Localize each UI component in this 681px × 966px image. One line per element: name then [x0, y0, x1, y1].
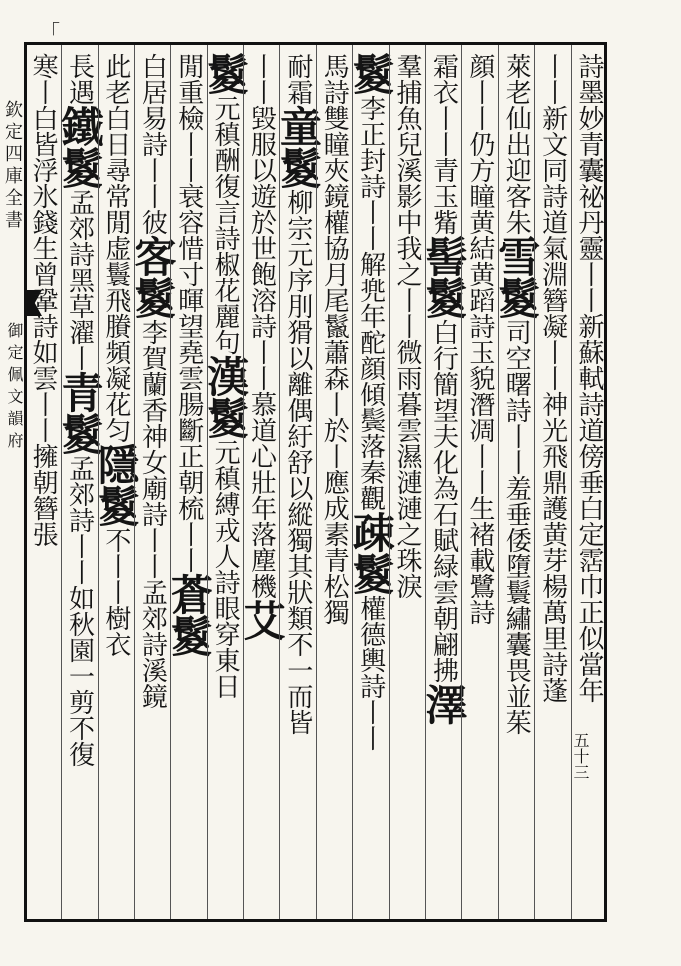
- text-column: [461, 45, 497, 919]
- headword: 童鬉: [273, 105, 323, 189]
- text-columns: [24, 45, 607, 919]
- text-column: [91, 45, 141, 919]
- headword: 澤: [419, 683, 469, 725]
- text-run: 萊老仙出迎客朱: [501, 53, 532, 235]
- text-column: [201, 45, 251, 919]
- text-column: [419, 45, 469, 919]
- text-run: 羣捕魚兒溪影中: [392, 53, 423, 235]
- headword: 鬉: [346, 53, 396, 95]
- text-run: 司空曙詩丨丨羞垂倭墮鬟繡囊畏並茱: [501, 319, 532, 735]
- text-run: 應成素青松獨: [319, 469, 350, 625]
- text-run: 柳宗元序刖猾以離偶紆舒以縱獨其狀類不一而皆: [282, 189, 313, 735]
- text-run: 孟郊詩丨丨如秋園一剪不復: [64, 455, 95, 767]
- text-run: 顔丨丨仍方瞳: [464, 53, 495, 209]
- text-column: [164, 45, 214, 919]
- text-column: [492, 45, 542, 919]
- page-number: 五十三: [571, 732, 590, 780]
- text-run: 李正封詩丨丨解兠年酡顔傾鬓落秦觀: [355, 95, 386, 511]
- book-title: 欽定四庫全書: [2, 100, 23, 232]
- text-run: 我之丨丨微雨暮雲濕漣漣之珠淚: [392, 235, 423, 599]
- text-run: 權德輿詩丨丨: [355, 595, 386, 751]
- text-run: 元稹酬復言詩椒花麗句: [210, 95, 241, 355]
- text-run: 丨丨新文同詩道氣淵簪凝丨丨神光飛鼎護黄芽楊萬里詩蓬: [537, 53, 568, 703]
- text-column: [534, 45, 570, 919]
- headword: 鐵鬉: [55, 105, 105, 189]
- text-run: 丨白皆浮氷錢: [28, 79, 59, 235]
- headword: 青鬉: [55, 371, 105, 455]
- text-run: 寒: [28, 53, 59, 79]
- text-run: 虚鬟飛賸頻凝花匀: [100, 235, 131, 443]
- headword: 髻鬉: [419, 235, 469, 319]
- text-column: [273, 45, 323, 919]
- text-run: 白行簡望夫化為石賦緑雲朝翩拂: [428, 319, 459, 683]
- text-run: 生曾鞏詩如雲丨丨擁朝簪張: [28, 235, 59, 547]
- text-column: [346, 45, 396, 919]
- headword: 漢鬉: [201, 355, 251, 439]
- text-run: 望堯雲腸斷正朝梳丨丨: [173, 313, 204, 573]
- text-run: 白居易詩丨丨彼: [137, 53, 168, 235]
- text-run: 詩墨妙青囊祕丹靈丨丨新蘇軾詩道傍垂白定霑巾正似當年: [574, 53, 604, 703]
- margin-strip: [0, 42, 24, 922]
- headword: 鬉: [201, 53, 251, 95]
- text-run: 霜衣丨丨青玉觜: [428, 53, 459, 235]
- text-run: 馬詩雙瞳夾鏡權協月尾鬣蕭森丨於丨: [319, 53, 350, 469]
- text-run: 李賀蘭香神女廟詩丨丨孟郊詩溪鏡: [137, 319, 168, 709]
- text-run: 丨丨毀服以遊於世飽溶詩丨丨慕道心壯年落塵機: [246, 53, 277, 599]
- headword: 雪鬉: [492, 235, 542, 319]
- headword: 疎鬉: [346, 511, 396, 595]
- text-run: 孟郊詩黑草濯丨: [64, 189, 95, 371]
- text-run: 閒重檢丨丨衰容惜寸暉: [173, 53, 204, 313]
- text-column: [316, 45, 352, 919]
- text-run: 長遇: [64, 53, 95, 105]
- book-subtitle: 御定佩文韻府: [5, 322, 24, 454]
- text-run: 不丨丨樹衣: [100, 527, 131, 657]
- text-run: 黄結黄蹈詩玉貌潛凋丨丨生褚載鷺詩: [464, 209, 495, 625]
- text-column: [128, 45, 178, 919]
- text-run: 元稹縛戎人詩眼穿東日: [210, 439, 241, 699]
- text-run: 耐霜: [282, 53, 313, 105]
- text-column: [571, 45, 607, 919]
- text-column: [389, 45, 425, 919]
- headword: 客鬉: [128, 235, 178, 319]
- headword: 隱鬉: [91, 443, 141, 527]
- headword: 艾: [237, 599, 287, 641]
- text-run: 此老白日尋常閒: [100, 53, 131, 235]
- corner-mark: 「: [40, 20, 60, 44]
- headword: 蒼鬉: [164, 573, 214, 657]
